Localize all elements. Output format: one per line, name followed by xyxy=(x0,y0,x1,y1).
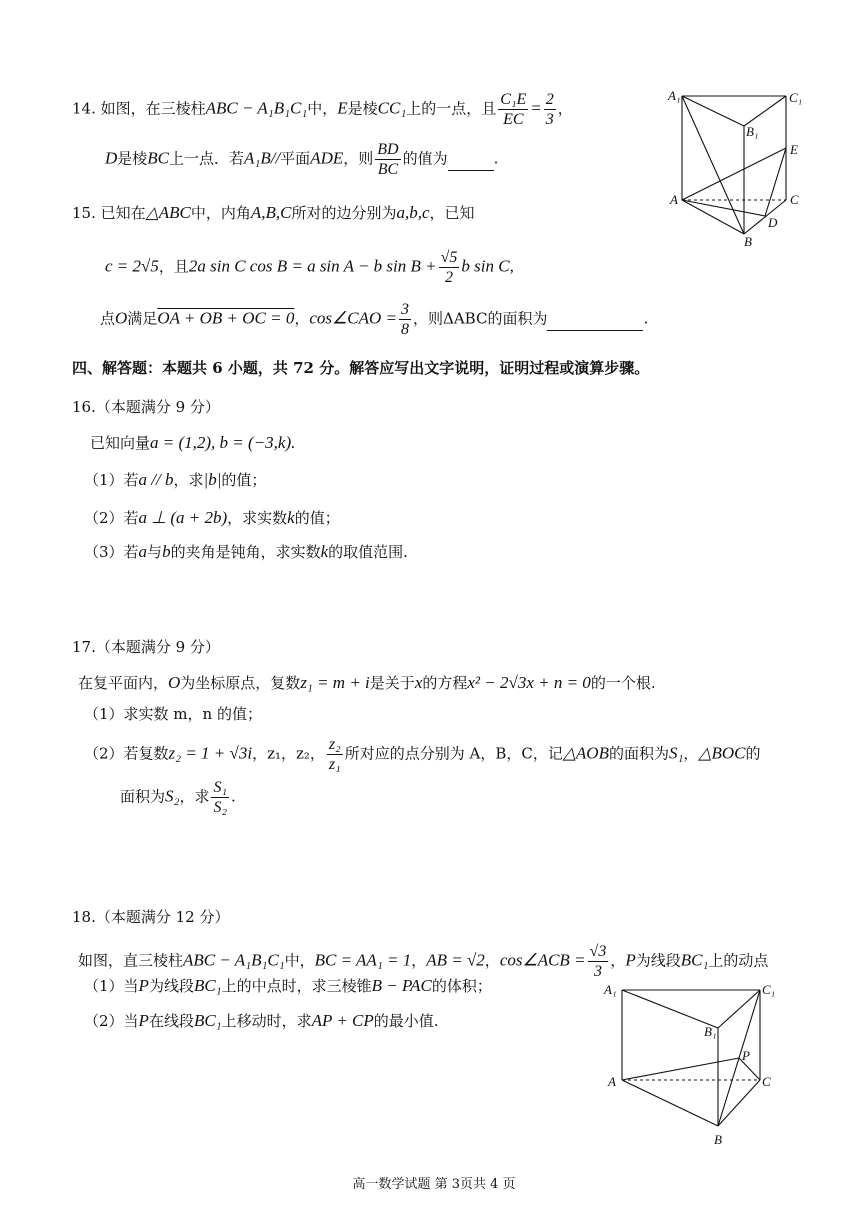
text: 15. 已知在 xyxy=(72,204,146,222)
text: （3）若 xyxy=(84,543,139,561)
text: . xyxy=(493,149,499,168)
frac-num: 2 xyxy=(545,91,554,108)
math-P: P xyxy=(625,950,636,970)
q14-line2 xyxy=(105,140,498,179)
text: 上的动点 xyxy=(708,951,769,970)
text: ， xyxy=(294,309,310,328)
text: 是棱 xyxy=(347,99,378,118)
text: ，则ΔABC的面积为 xyxy=(413,309,548,328)
q14-line1 xyxy=(72,90,573,129)
frac-den: BC xyxy=(377,161,399,178)
math-abs-b: |b| xyxy=(203,470,222,489)
text: ， xyxy=(683,744,699,763)
math-E: E xyxy=(337,98,348,118)
q15-line3 xyxy=(100,300,648,339)
text: 是关于 xyxy=(369,674,415,692)
math-aob: △AOB xyxy=(562,743,609,763)
math-equation: x² − 2√3x + n = 0 xyxy=(467,673,591,692)
math-perp: a ⊥ (a + 2b) xyxy=(138,508,228,527)
frac-den: EC xyxy=(503,111,524,128)
text: 中， xyxy=(307,99,338,118)
q17-line1 xyxy=(78,672,656,694)
figure-q18-prism xyxy=(596,976,796,1151)
math-vectors: a = (1,2), b = (−3,k). xyxy=(150,433,296,452)
math-x: x xyxy=(414,673,423,692)
frac-num: BD xyxy=(377,141,399,158)
text: 中，内角 xyxy=(190,204,251,222)
math-a: a xyxy=(138,542,148,561)
math-D: D xyxy=(105,148,118,168)
text: 面积为 xyxy=(120,787,166,806)
math-O: O xyxy=(115,308,128,328)
math-vector-sum: OA + OB + OC = 0 xyxy=(157,308,295,328)
text: 的 xyxy=(745,744,761,763)
text: 上的中点时，求三棱锥 xyxy=(221,977,372,995)
text: （2）若 xyxy=(84,509,139,527)
text: （2）当 xyxy=(84,1012,139,1030)
q18-title: 18.（本题满分 12 分） xyxy=(72,908,230,926)
text: 的夹角是钝角，求实数 xyxy=(170,543,321,561)
answer-blank xyxy=(547,308,643,331)
text: ， xyxy=(411,951,427,970)
text: 的一个根. xyxy=(590,674,656,692)
text: 点 xyxy=(100,309,116,328)
fraction-3-8 xyxy=(399,300,411,339)
math-cos: cos∠CAO = xyxy=(309,308,397,328)
frac-num: √5 xyxy=(440,249,458,266)
math-P: P xyxy=(138,1011,149,1030)
text: （1）当 xyxy=(84,977,139,995)
q16-part3 xyxy=(84,541,408,563)
math-P: P xyxy=(138,976,149,995)
text: 为线段 xyxy=(148,977,194,995)
fraction-s1-s2 xyxy=(211,778,229,817)
math-prism: ABC − A₁B₁C₁ xyxy=(205,98,308,118)
math-equation-right: b sin C, xyxy=(461,256,514,276)
frac-den: 8 xyxy=(401,321,409,338)
math-z2: z₂ = 1 + √3i xyxy=(168,743,253,763)
text: ，求 xyxy=(173,471,204,489)
text: 的方程 xyxy=(422,674,468,692)
math-ab: AB = √2 xyxy=(426,950,485,970)
text: 为线段 xyxy=(635,951,681,970)
fraction-z2-z1 xyxy=(327,735,343,774)
text: 满足 xyxy=(127,309,158,328)
text: 的值； xyxy=(294,509,340,527)
section-heading: 四、解答题：本题共 6 小题，共 72 分。解答应写出文字说明，证明过程或演算步骤。 xyxy=(72,359,650,377)
math-bpac: B − PAC xyxy=(371,976,432,995)
q16-part2 xyxy=(84,507,340,529)
text: ， xyxy=(484,951,500,970)
text: 的最小值. xyxy=(373,1012,439,1030)
math-sides: a,b,c xyxy=(396,203,430,222)
label-C: C xyxy=(790,192,799,207)
frac-num: C₁E xyxy=(500,91,527,108)
text: 所对的边分别为 xyxy=(291,204,397,222)
label-B: B xyxy=(744,234,752,249)
math-z1: z₁ = m + i xyxy=(300,673,370,692)
text: ，求 xyxy=(179,787,210,806)
math-bc1: BC₁ xyxy=(680,950,709,970)
frac-num: z₂ xyxy=(328,736,341,753)
q17-title: 17.（本题满分 9 分） xyxy=(72,638,220,656)
text: 平面 xyxy=(280,149,311,168)
math-b: b xyxy=(162,542,171,561)
text: 如图，直三棱柱 xyxy=(78,951,184,970)
math-bc1: BC₁ xyxy=(193,976,222,995)
text: 是棱 xyxy=(117,149,148,168)
math-angles: A,B,C xyxy=(250,203,292,222)
label-P: P xyxy=(742,1048,750,1063)
frac-den: 2 xyxy=(445,269,453,286)
text: ， xyxy=(557,99,573,118)
q15-line1 xyxy=(72,202,475,224)
q16-given xyxy=(90,432,295,454)
text: 的值； xyxy=(221,471,267,489)
label-B: B xyxy=(714,1132,722,1147)
math-k: k xyxy=(320,542,329,561)
math-apcp: AP + CP xyxy=(311,1011,374,1030)
q18-part1 xyxy=(84,975,492,997)
text: 与 xyxy=(147,543,163,561)
math-triangle: △ABC xyxy=(145,203,191,222)
q16-part1 xyxy=(84,469,266,491)
q17-part2 xyxy=(84,735,761,774)
label-C: C xyxy=(762,1074,771,1089)
text: 为坐标原点，复数 xyxy=(180,674,301,692)
text: 上一点．若 xyxy=(169,149,245,168)
math-bc: BC = AA₁ = 1 xyxy=(314,950,412,970)
math-c-value: c = 2√5 xyxy=(105,256,159,276)
frac-num: √3 xyxy=(589,943,607,960)
q16-title: 16.（本题满分 9 分） xyxy=(72,398,220,416)
label-A: A xyxy=(670,192,678,207)
label-C1: C₁ xyxy=(762,982,776,997)
frac-den: 3 xyxy=(593,963,602,980)
frac-den: S₂ xyxy=(213,799,228,816)
math-boc: △BOC xyxy=(698,743,746,763)
math-equation-left: 2a sin C cos B = a sin A − b sin B + xyxy=(188,256,437,276)
text: . xyxy=(643,309,649,328)
label-A1: A₁ xyxy=(604,982,617,997)
text: 已知向量 xyxy=(90,434,151,452)
math-ade: ADE xyxy=(310,148,344,168)
q17-part1: （1）求实数 m，n 的值； xyxy=(84,705,262,723)
text: ，则 xyxy=(343,149,374,168)
text: 的取值范围. xyxy=(328,543,408,561)
text: ，z₁，z₂， xyxy=(252,744,325,763)
fraction-sqrt5-2 xyxy=(439,248,460,287)
math-O: O xyxy=(168,673,181,692)
math-a1b: A₁B// xyxy=(244,148,281,168)
math-s2: S₂ xyxy=(165,786,180,806)
label-A: A xyxy=(608,1074,616,1089)
frac-num: S₁ xyxy=(213,779,228,796)
label-B1: B₁ xyxy=(704,1024,717,1039)
text: 在线段 xyxy=(148,1012,194,1030)
text: 所对应的点分别为 A，B，C，记 xyxy=(344,744,563,763)
text: （2）若复数 xyxy=(84,744,169,763)
text: （1）若 xyxy=(84,471,139,489)
label-B1: B₁ xyxy=(746,124,759,139)
math-k: k xyxy=(287,508,295,527)
math-bc1: BC₁ xyxy=(193,1011,222,1030)
math-bc: BC xyxy=(147,148,170,168)
math-cos: cos∠ACB = xyxy=(499,950,586,970)
text: 的体积； xyxy=(431,977,492,995)
frac-den: 3 xyxy=(545,111,554,128)
text: ， xyxy=(610,951,626,970)
text: 上移动时，求 xyxy=(221,1012,312,1030)
math-s1: S₁ xyxy=(668,743,684,763)
text: ，求实数 xyxy=(227,509,288,527)
math-cc1: CC₁ xyxy=(377,98,407,118)
text: 上的一点，且 xyxy=(406,99,497,118)
fraction-2-3 xyxy=(544,90,556,129)
text: 在复平面内， xyxy=(78,674,169,692)
label-D: D xyxy=(768,215,778,230)
figure-q14-prism xyxy=(660,82,810,252)
label-E: E xyxy=(790,142,798,157)
page-footer: 高一数学试题 第 3页共 4 页 xyxy=(352,1177,516,1192)
text: . xyxy=(231,787,236,806)
q18-part2 xyxy=(84,1010,439,1032)
text: 中， xyxy=(284,951,315,970)
text: 14. 如图，在三棱柱 xyxy=(72,99,206,118)
fraction-c1e-ec xyxy=(498,90,528,129)
frac-den: z₁ xyxy=(328,756,341,773)
text: 的值为 xyxy=(402,149,448,168)
text: 的面积为 xyxy=(608,744,669,763)
math-prism: ABC − A₁B₁C₁ xyxy=(183,950,285,970)
math-parallel: a // b xyxy=(138,470,174,489)
equals: = xyxy=(530,98,542,118)
label-C1: C₁ xyxy=(789,90,803,105)
q17-part2-cont xyxy=(120,778,236,817)
answer-blank xyxy=(448,148,494,171)
frac-num: 3 xyxy=(401,301,409,318)
label-A1: A₁ xyxy=(668,88,681,103)
text: ，已知 xyxy=(429,204,475,222)
text: ，且 xyxy=(158,257,189,276)
q15-line2 xyxy=(105,248,514,287)
fraction-bd-bc xyxy=(375,140,400,179)
